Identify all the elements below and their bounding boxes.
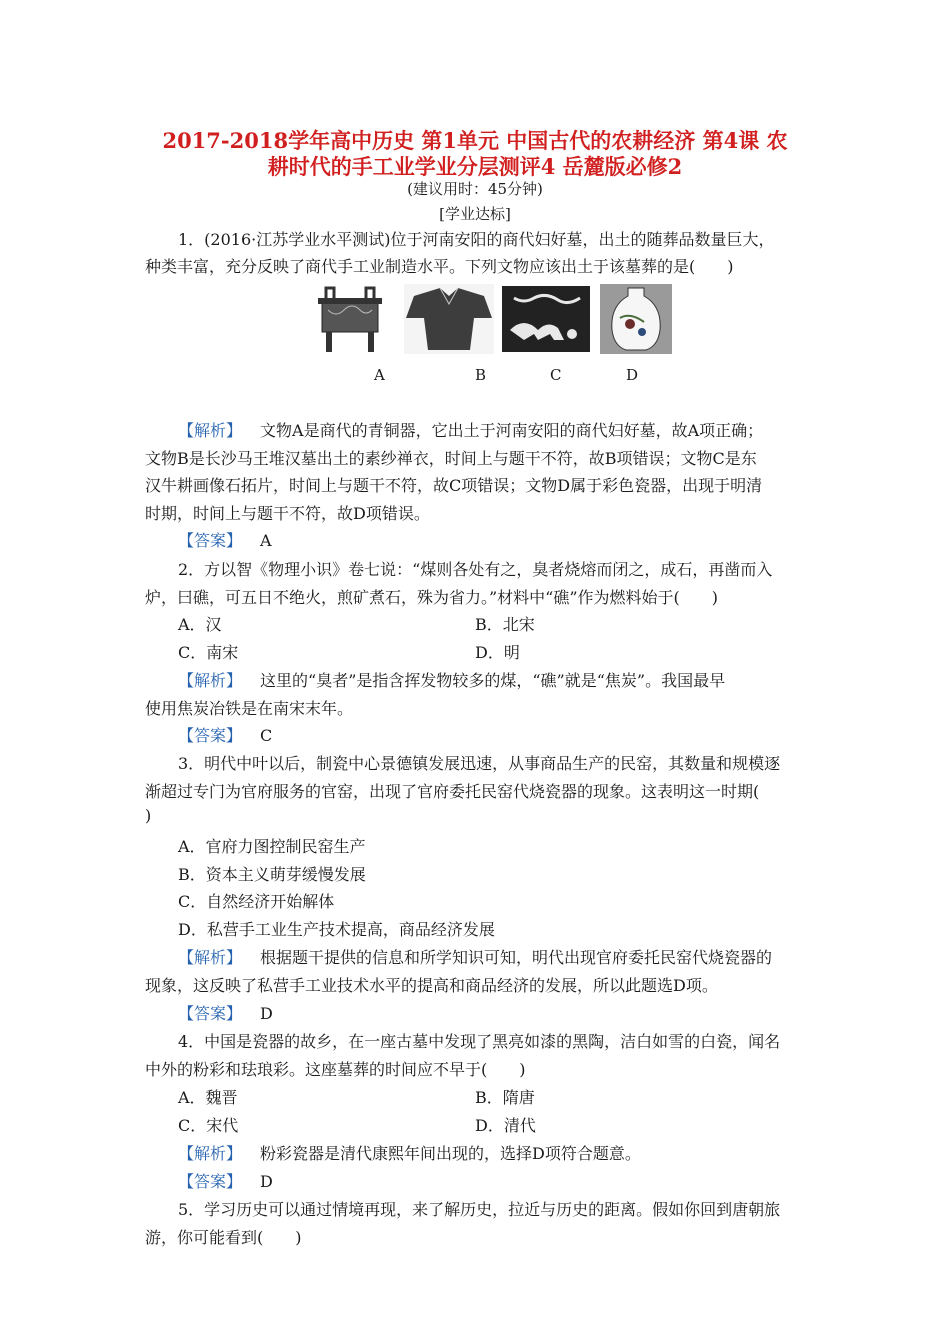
answer-label: 【答案】 (178, 531, 243, 550)
answer-label: 【答案】 (178, 1172, 243, 1191)
q2-option-b: B．北宋 (475, 615, 535, 634)
q1-artifact-images (314, 284, 674, 354)
q1-analysis-line-4: 时期，时间上与题干不符，故D项错误。 (145, 504, 430, 523)
q4-option-b: B．隋唐 (475, 1088, 535, 1107)
q5-stem-line-1: 5．学习历史可以通过情境再现，来了解历史，拉近与历史的距离。假如你回到唐朝旅 (178, 1200, 781, 1219)
q2-option-a: A．汉 (178, 615, 222, 634)
document-title-line-1: 2017-2018学年高中历史 第1单元 中国古代的农耕经济 第4课 农 (162, 128, 788, 153)
q2-option-c: C．南宋 (178, 643, 239, 662)
q3-stem-line-1: 3．明代中叶以后，制瓷中心景德镇发展迅速，从事商品生产的民窑，其数量和规模逐 (178, 754, 781, 773)
q4-stem-line-1: 4．中国是瓷器的故乡，在一座古墓中发现了黑亮如漆的黑陶，洁白如雪的白瓷，闻名 (178, 1032, 781, 1051)
q2-stem-line-1: 2．方以智《物理小识》卷七说：“煤则各处有之，臭者烧熔而闭之，成石，再凿而入 (178, 560, 773, 579)
porcelain-vase-image (600, 284, 672, 354)
q1-image-letter-d: D (626, 366, 639, 384)
document-title-line-2: 耕时代的手工业学业分层测评4 岳麓版必修2 (267, 154, 683, 179)
q2-stem-line-2: 炉，曰礁，可五日不绝火，煎矿煮石，殊为省力。”材料中“礁”作为燃料始于( ) (145, 588, 719, 607)
q1-stem-line-2: 种类丰富，充分反映了商代手工业制造水平。下列文物应该出土于该墓葬的是( ) (145, 257, 734, 276)
q4-answer: 【答案】 D (178, 1172, 273, 1191)
analysis-label: 【解析】 (178, 948, 243, 967)
q2-analysis-line-2: 使用焦炭冶铁是在南宋末年。 (145, 699, 354, 718)
q3-option-a: A．官府力图控制民窑生产 (178, 837, 366, 856)
stone-rubbing-image (502, 286, 590, 352)
q3-analysis-line-2: 现象，这反映了私营手工业技术水平的提高和商品经济的发展，所以此题选D项。 (145, 976, 718, 995)
q1-analysis-line-2: 文物B是长沙马王堆汉墓出土的素纱禅衣，时间上与题干不符，故B项错误；文物C是东 (145, 449, 757, 468)
analysis-label: 【解析】 (178, 1144, 243, 1163)
q3-stem-line-3: ) (145, 806, 152, 825)
q3-stem-line-2: 渐超过专门为官府服务的官窑，出现了官府委托民窑代烧瓷器的现象。这表明这一时期( (145, 782, 760, 801)
q1-answer: 【答案】 A (178, 531, 272, 550)
q1-analysis-line-3: 汉牛耕画像石拓片，时间上与题干不符，故C项错误；文物D属于彩色瓷器，出现于明清 (145, 476, 763, 495)
q4-stem-line-2: 中外的粉彩和珐琅彩。这座墓葬的时间应不早于( ) (145, 1060, 526, 1079)
q3-option-d: D．私营手工业生产技术提高，商品经济发展 (178, 920, 495, 939)
analysis-label: 【解析】 (178, 421, 243, 440)
q3-analysis-line-1: 【解析】 根据题干提供的信息和所学知识可知，明代出现官府委托民窑代烧瓷器的 (178, 948, 773, 967)
silk-robe-image (404, 284, 494, 354)
time-hint: (建议用时：45分钟) (407, 180, 543, 198)
q1-image-letter-a: A (374, 366, 385, 384)
q1-analysis-line-1: 【解析】 文物A是商代的青铜器，它出土于河南安阳的商代妇好墓，故A项正确； (178, 421, 764, 440)
q1-image-letter-b: B (475, 366, 487, 384)
q3-option-b: B．资本主义萌芽缓慢发展 (178, 865, 366, 884)
q2-analysis-line-1: 【解析】 这里的“臭者”是指含挥发物较多的煤，“礁”就是“焦炭”。我国最早 (178, 671, 726, 690)
bronze-ding-image (318, 288, 382, 352)
answer-label: 【答案】 (178, 726, 243, 745)
answer-label: 【答案】 (178, 1004, 243, 1023)
q1-image-letter-c: C (550, 366, 562, 384)
section-heading: [学业达标] (439, 205, 511, 223)
q4-option-c: C．宋代 (178, 1116, 239, 1135)
q5-stem-line-2: 游，你可能看到( ) (145, 1228, 302, 1247)
analysis-label: 【解析】 (178, 671, 243, 690)
q2-answer: 【答案】 C (178, 726, 273, 745)
q2-option-d: D．明 (475, 643, 520, 662)
q4-analysis-line-1: 【解析】 粉彩瓷器是清代康熙年间出现的，选择D项符合题意。 (178, 1144, 641, 1163)
q4-option-a: A．魏晋 (178, 1088, 238, 1107)
q1-stem-line-1: 1．(2016·江苏学业水平测试)位于河南安阳的商代妇好墓，出土的随葬品数量巨大， (178, 230, 775, 249)
q3-option-c: C．自然经济开始解体 (178, 892, 335, 911)
q4-option-d: D．清代 (475, 1116, 536, 1135)
q3-answer: 【答案】 D (178, 1004, 273, 1023)
